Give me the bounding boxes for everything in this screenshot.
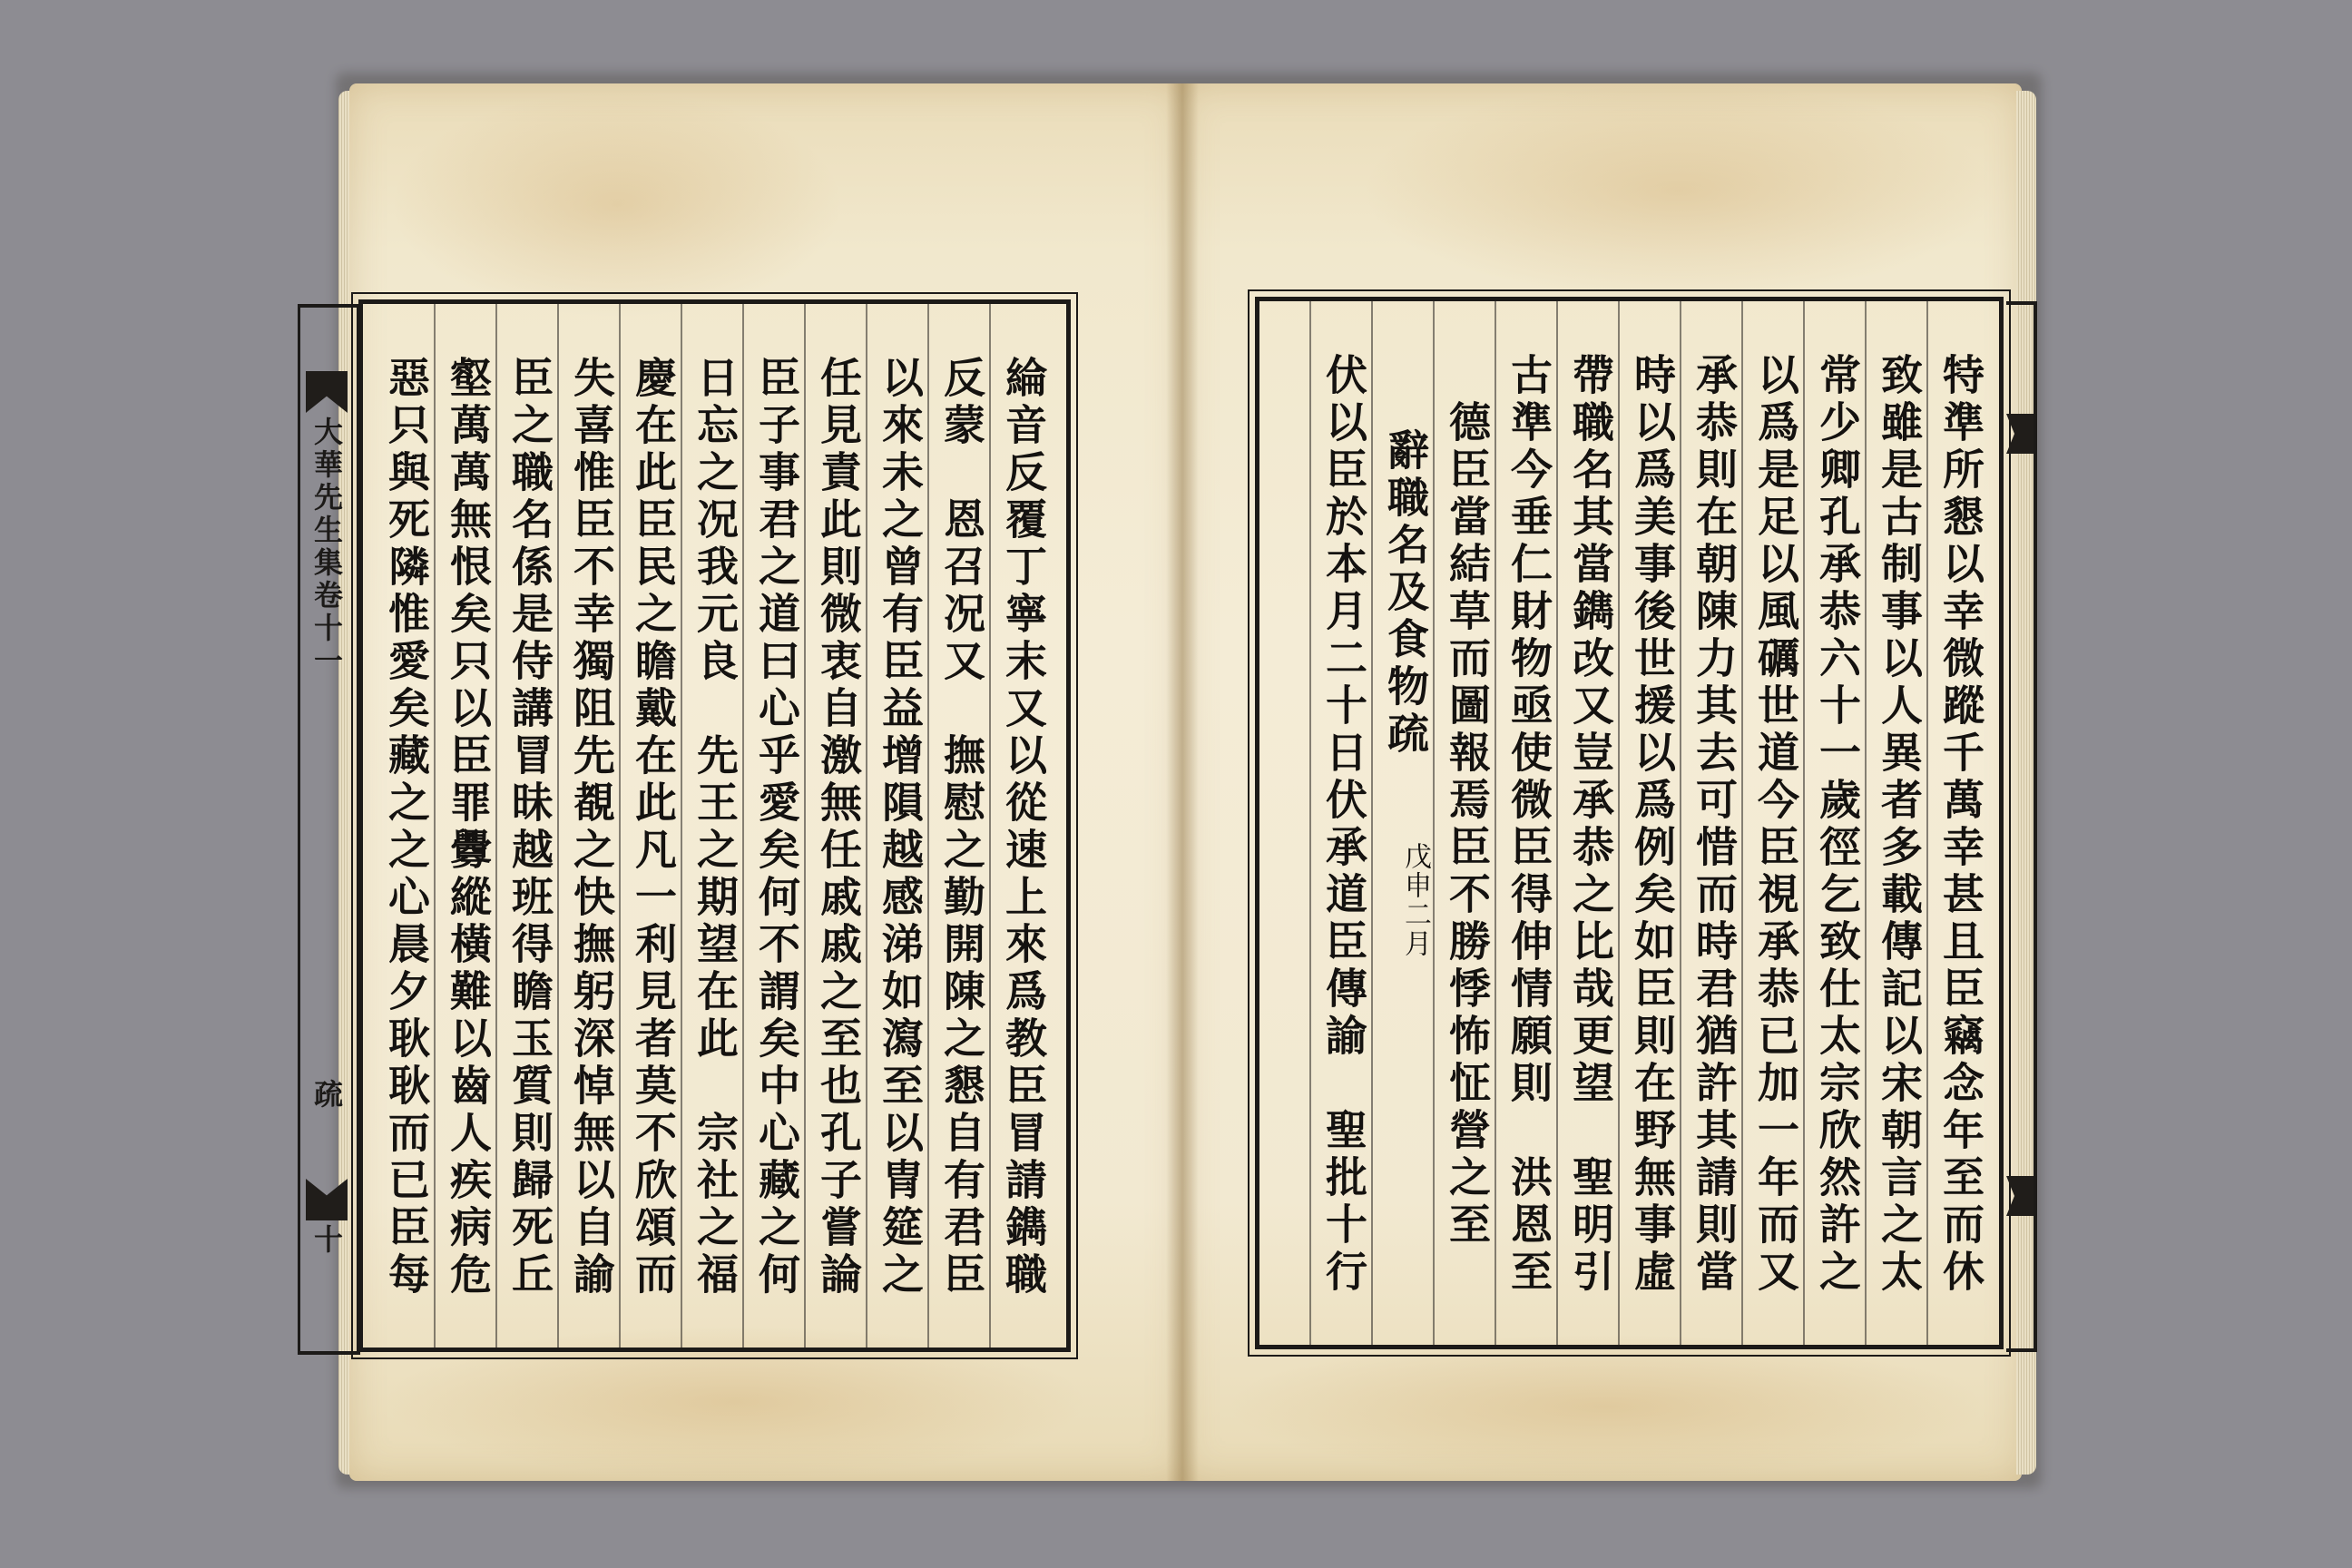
text-column: 伏以臣於本月二十日伏承道臣傳諭 聖批十行 — [1319, 353, 1368, 1297]
text-column: 綸音反覆丁寧末又以從速上來爲教臣冒請鐫職 — [999, 356, 1048, 1299]
column-rule — [434, 304, 436, 1348]
column-rule — [557, 304, 559, 1348]
date-note: 戊申二月 — [1399, 842, 1431, 958]
text-column: 德臣當結草而圖報焉臣不勝悸怖怔營之至 — [1443, 400, 1492, 1250]
column-rule — [1680, 301, 1681, 1345]
text-column: 日忘之况我元良 先王之期望在此 宗社之福 — [691, 356, 740, 1299]
text-column: 以來未之曾有臣益增隕越感涕如瀉至以冑筵之 — [876, 356, 925, 1299]
column-rule — [619, 304, 621, 1348]
text-column: 壑萬萬無恨矣只以臣罪釁縱橫難以齒人疾病危 — [444, 356, 493, 1299]
text-column: 帶職名其當鐫改又豈承恭之比哉更望 聖明引 — [1566, 353, 1615, 1297]
text-column: 時以爲美事後世援以爲例矣如臣則在野無事虛 — [1628, 353, 1677, 1297]
text-column: 致雖是古制事以人異者多載傳記以宋朝言之太 — [1875, 353, 1924, 1297]
column-rule — [1926, 301, 1928, 1345]
margin-page-number: 十 — [309, 1224, 344, 1253]
fish-tail-mark-icon — [2006, 414, 2034, 454]
margin-section-marker: 疏 — [309, 1079, 344, 1108]
column-rule — [1618, 301, 1620, 1345]
water-stain — [1361, 82, 1996, 299]
water-stain — [1225, 1334, 1987, 1479]
fish-tail-mark-icon — [306, 1179, 348, 1220]
center-fold-edge — [2006, 301, 2037, 1352]
column-rule — [1494, 301, 1496, 1345]
column-rule — [1556, 301, 1558, 1345]
column-rule — [1309, 301, 1311, 1345]
left-text-frame — [309, 299, 1071, 1352]
text-column: 承恭則在朝陳力其去可惜而時君猶許其請則當 — [1690, 353, 1739, 1297]
text-column: 反蒙 恩召况又 撫慰之勤開陳之懇自有君臣 — [937, 356, 986, 1299]
text-column: 古準今垂仁財物亟使微臣得伸情願則 洪恩至 — [1504, 353, 1553, 1297]
column-rule — [1803, 301, 1805, 1345]
fish-tail-mark-icon — [306, 371, 348, 413]
book-gutter — [1166, 83, 1199, 1481]
fish-tail-mark-icon — [2006, 1176, 2034, 1216]
center-fold-strip — [298, 304, 360, 1355]
text-column: 任見責此則微衷自激無任戚戚之至也孔子嘗論 — [814, 356, 863, 1299]
section-heading: 辭職名及食物疏 — [1381, 428, 1430, 759]
text-column: 常少卿孔承恭六十一歲徑乞致仕太宗欣然許之 — [1813, 353, 1862, 1297]
text-column: 特準所懇以幸微蹤千萬幸甚且臣竊念年至而休 — [1936, 353, 1985, 1297]
column-rule — [1371, 301, 1373, 1345]
text-column: 臣之職名係是侍講冒昧越班得瞻玉質則歸死丘 — [505, 356, 554, 1299]
column-rule — [742, 304, 744, 1348]
water-stain — [390, 91, 844, 318]
column-rule — [681, 304, 682, 1348]
margin-title: 大華先生集卷十一 — [309, 416, 344, 678]
column-rule — [1865, 301, 1867, 1345]
column-rule — [989, 304, 991, 1348]
column-rule — [866, 304, 867, 1348]
column-rule — [1433, 301, 1435, 1345]
text-column: 臣子事君之道曰心乎愛矣何不謂矣中心藏之何 — [752, 356, 801, 1299]
text-column: 以爲是足以風礪世道今臣視承恭已加一年而又 — [1751, 353, 1800, 1297]
column-rule — [495, 304, 497, 1348]
column-rule — [927, 304, 929, 1348]
right-text-frame — [1255, 297, 2004, 1349]
text-column: 慶在此臣民之瞻戴在此凡一利見者莫不欣頌而 — [629, 356, 678, 1299]
column-rule — [804, 304, 806, 1348]
column-rule — [1741, 301, 1743, 1345]
text-column: 惡只與死隣惟愛矣藏之之心晨夕耿耿而已臣每 — [382, 356, 431, 1299]
text-column: 失喜惟臣不幸獨阻先覩之快撫躬深悼無以自諭 — [567, 356, 616, 1299]
